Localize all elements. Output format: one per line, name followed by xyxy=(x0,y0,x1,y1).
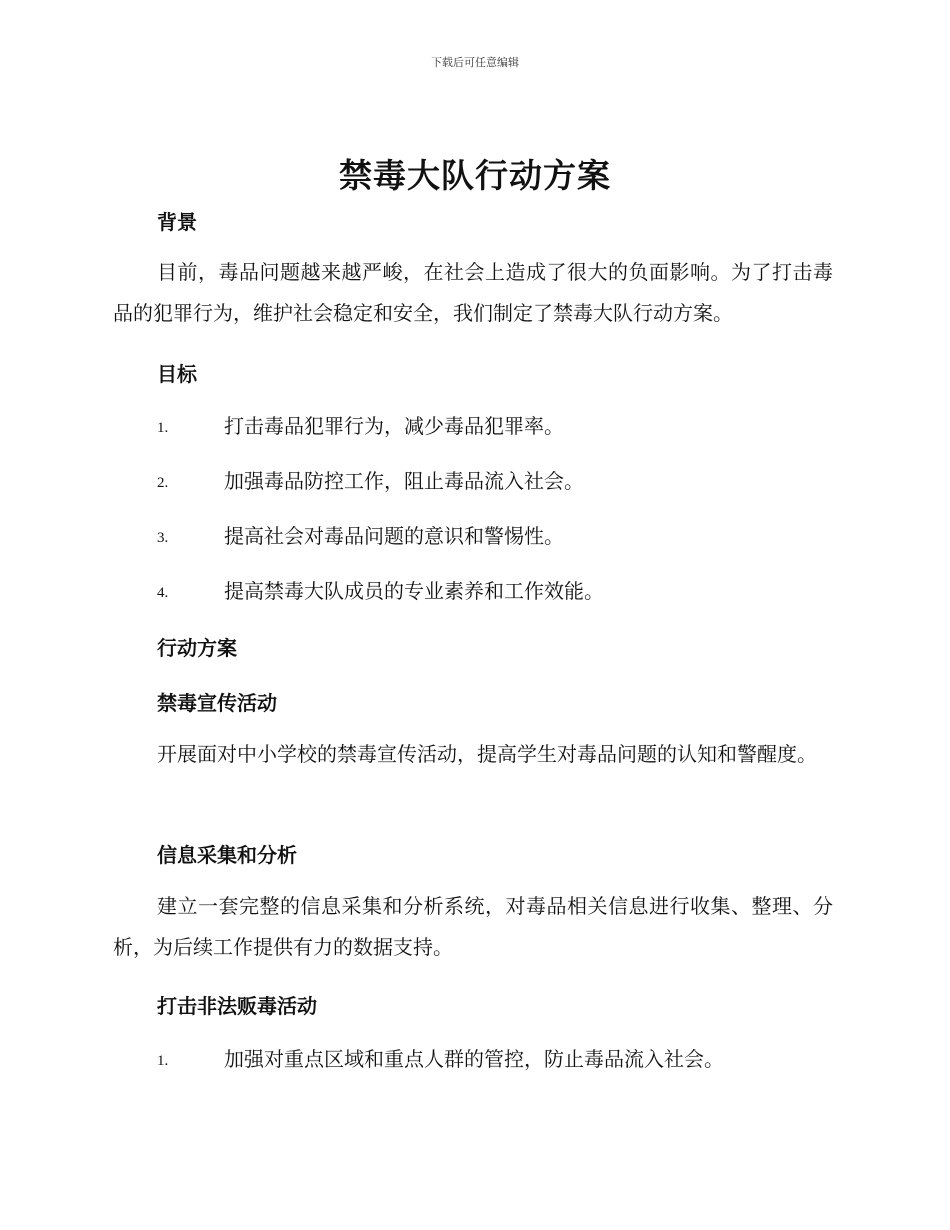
heading-goals: 目标 xyxy=(157,362,197,386)
heading-background: 背景 xyxy=(157,210,197,234)
heading-action-plan: 行动方案 xyxy=(157,636,237,660)
list-item-number: 4. xyxy=(157,585,169,601)
list-item-number: 2. xyxy=(157,475,169,491)
list-item-number: 3. xyxy=(157,530,169,546)
list-item-number: 1. xyxy=(157,420,169,436)
list-item-number: 1. xyxy=(157,1053,169,1069)
page-header-note: 下载后可任意编辑 xyxy=(431,56,519,69)
heading-crackdown: 打击非法贩毒活动 xyxy=(157,994,317,1018)
document-title: 禁毒大队行动方案 xyxy=(339,156,611,195)
heading-propaganda: 禁毒宣传活动 xyxy=(157,691,277,715)
list-item-text: 加强对重点区域和重点人群的管控，防止毒品流入社会。 xyxy=(224,1047,724,1071)
heading-info-analysis: 信息采集和分析 xyxy=(157,843,297,867)
list-item-text: 加强毒品防控工作，阻止毒品流入社会。 xyxy=(224,469,584,493)
list-item-text: 提高社会对毒品问题的意识和警惕性。 xyxy=(224,524,564,548)
paragraph-info-analysis: 建立一套完整的信息采集和分析系统，对毒品相关信息进行收集、整理、分析，为后续工作提供有力的数据支持。 xyxy=(113,894,833,959)
list-item-text: 提高禁毒大队成员的专业素养和工作效能。 xyxy=(224,579,604,603)
paragraph-background: 目前，毒品问题越来越严峻，在社会上造成了很大的负面影响。为了打击毒品的犯罪行为，维护社会稳定和安全，我们制定了禁毒大队行动方案。 xyxy=(113,260,833,325)
paragraph-propaganda: 开展面对中小学校的禁毒宣传活动，提高学生对毒品问题的认知和警醒度。 xyxy=(157,742,817,766)
list-item-text: 打击毒品犯罪行为，减少毒品犯罪率。 xyxy=(224,414,564,438)
